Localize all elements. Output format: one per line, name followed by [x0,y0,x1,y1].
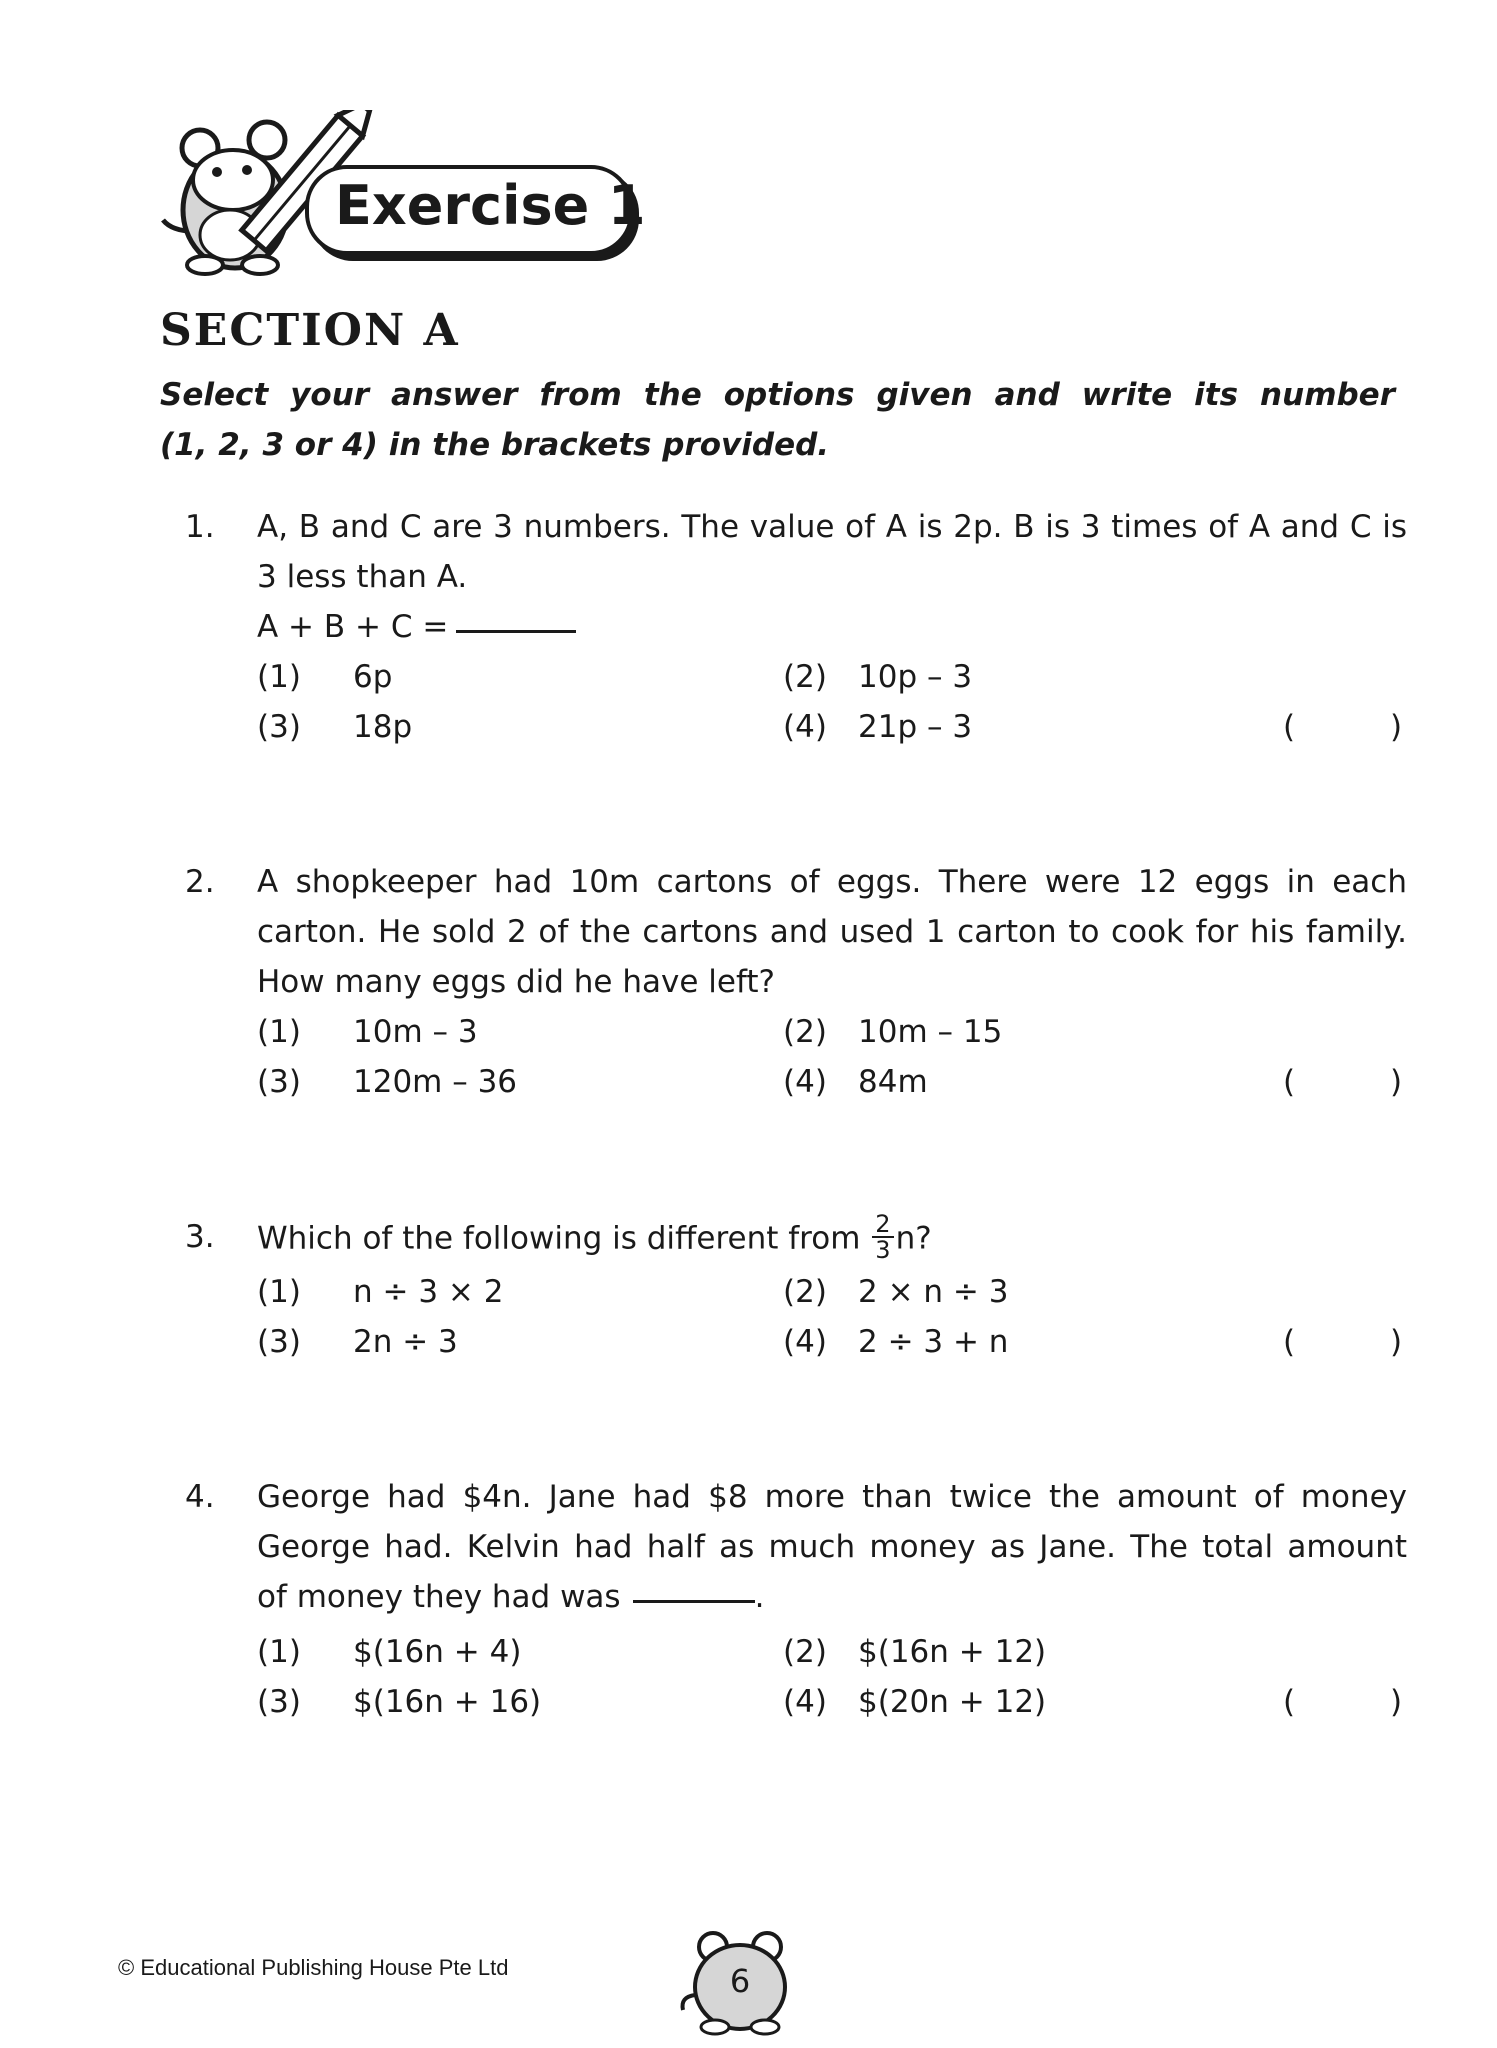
option-value: 18p [353,709,413,745]
option-value: 10p – 3 [858,659,973,695]
question-number: 2. [185,864,215,900]
answer-bracket-open[interactable]: ( [1283,1324,1296,1360]
question-text-line: George had. Kelvin had half as much money as Jane. The total amount [257,1529,1407,1565]
question-number: 4. [185,1479,215,1515]
option-value: 120m – 36 [353,1064,518,1100]
option-value: $(16n + 4) [353,1634,522,1670]
option-value: $(16n + 16) [353,1684,542,1720]
instruction-line-2: (1, 2, 3 or 4) in the brackets provided. [160,427,830,463]
fraction-suffix: n? [895,1220,932,1257]
option-value: 2 × n ÷ 3 [858,1274,1009,1310]
option-number: (1) [257,1014,301,1050]
option-number: (1) [257,659,301,695]
option-number: (4) [783,1064,827,1100]
option-number: (4) [783,709,827,745]
option-value: 2 ÷ 3 + n [858,1324,1009,1360]
answer-blank [456,626,576,633]
option-value: $(20n + 12) [858,1684,1047,1720]
question-text-fragment: Which of the following is different from [257,1220,861,1257]
option-value: 21p – 3 [858,709,973,745]
answer-bracket-open[interactable]: ( [1283,1684,1296,1720]
question-number: 1. [185,509,215,545]
answer-bracket-close[interactable]: ) [1390,1064,1403,1100]
option-value: $(16n + 12) [858,1634,1047,1670]
question-number: 3. [185,1219,215,1255]
option-number: (2) [783,1274,827,1310]
copyright-text: © Educational Publishing House Pte Ltd [118,1955,509,1980]
fraction [872,1212,893,1262]
option-number: (4) [783,1324,827,1360]
question-text-fragment: of money they had was [257,1579,621,1615]
option-number: (1) [257,1634,301,1670]
question-text-line: carton. He sold 2 of the cartons and used 1 carton to cook for his family. [257,914,1407,950]
exercise-title: Exercise 1 [335,174,646,237]
question-text-line: 3 less than A. [257,559,468,595]
fraction-denominator: 3 [875,1236,891,1264]
option-value: n ÷ 3 × 2 [353,1274,504,1310]
question-text-line: How many eggs did he have left? [257,964,775,1000]
answer-bracket-open[interactable]: ( [1283,1064,1296,1100]
answer-bracket-close[interactable]: ) [1390,709,1403,745]
option-number: (2) [783,659,827,695]
question-text-line: George had $4n. Jane had $8 more than twice the amount of money [257,1479,1407,1515]
answer-blank [633,1596,755,1603]
answer-bracket-open[interactable]: ( [1283,709,1296,745]
page-number: 6 [729,1962,751,2000]
question-text-line [257,1575,764,1619]
option-value: 6p [353,659,393,695]
question-text-fragment: A + B + C = [257,609,449,645]
section-title: SECTION A [160,305,460,356]
answer-bracket-close[interactable]: ) [1390,1324,1403,1360]
answer-bracket-close[interactable]: ) [1390,1684,1403,1720]
instruction-line-1: Select your answer from the options given and write its number [160,377,1395,413]
option-number: (2) [783,1014,827,1050]
option-number: (2) [783,1634,827,1670]
option-number: (1) [257,1274,301,1310]
option-value: 10m – 15 [858,1014,1003,1050]
option-number: (3) [257,709,301,745]
option-number: (4) [783,1684,827,1720]
question-text-end: . [754,1579,765,1615]
option-number: (3) [257,1684,301,1720]
question-text-line: A, B and C are 3 numbers. The value of A is 2p. B is 3 times of A and C is [257,509,1407,545]
option-value: 10m – 3 [353,1014,478,1050]
question-text-line [257,605,576,649]
option-value: 2n ÷ 3 [353,1324,458,1360]
question-text-line: A shopkeeper had 10m cartons of eggs. There were 12 eggs in each [257,864,1407,900]
option-value: 84m [858,1064,928,1100]
option-number: (3) [257,1324,301,1360]
option-number: (3) [257,1064,301,1100]
question-text-line [257,1210,932,1265]
fraction-numerator: 2 [872,1212,893,1238]
